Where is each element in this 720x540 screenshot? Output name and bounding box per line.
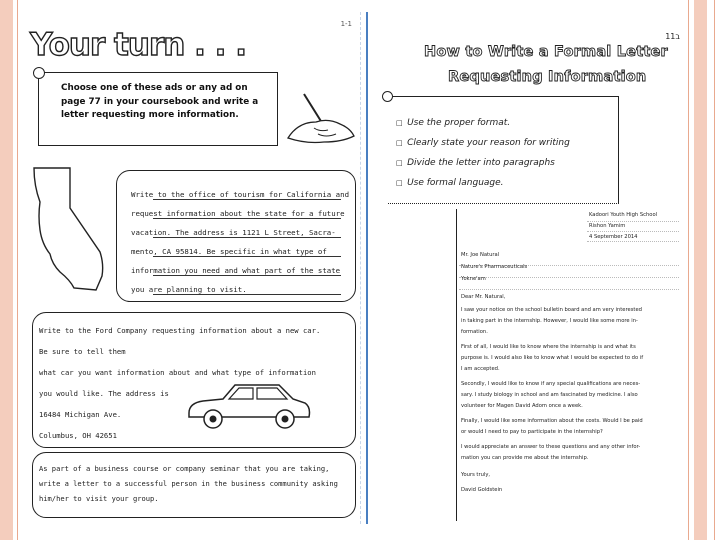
tips-list	[396, 113, 570, 193]
left-page-number: 1-1	[340, 20, 352, 28]
letter-closing: Yours truly,	[461, 472, 491, 478]
tip-item: □ Use formal language.	[396, 178, 504, 188]
ad-business-text: As part of a business course or company seminar that you are taking, write a letter to a successful person in the business community asking him/her to visit your group.	[39, 464, 338, 503]
letter-body-line: I would appreciate an answer to these questions and any other infor-	[461, 444, 641, 450]
letter-recipient-company: Nature's Pharmaceuticals	[461, 264, 528, 270]
letter-body-line: or would I need to pay to participate in the internship?	[461, 429, 603, 435]
letter-greeting: Dear Mr. Natural,	[461, 294, 506, 300]
ad-ford-text: Write to the Ford Company requesting information about a new car. Be sure to tell them what car you want information about and what type of information you would like. The address is 16484 Michigan Ave. Columbus, OH 42651	[39, 326, 321, 440]
hand-writing-icon	[284, 88, 356, 148]
howto-title-line1: How to Write a Formal Letter	[424, 44, 668, 60]
letter-body-line: I am accepted.	[461, 366, 500, 372]
howto-title-line2: Requesting Information	[448, 69, 647, 85]
letter-body-line: volunteer for Magen David Adom once a week.	[461, 403, 583, 409]
right-frame-line	[688, 0, 689, 540]
letter-recipient-name: Mr. Joe Natural	[461, 252, 500, 258]
ad-business-box	[32, 452, 356, 518]
left-worksheet-page	[22, 12, 361, 524]
letter-sender-school: Kadoori Youth High School	[589, 212, 658, 218]
letter-sender-city: Rishon Yamim	[589, 223, 626, 229]
letter-signature: David Goldstein	[461, 487, 503, 493]
letter-body-line: in taking part in the internship. However, I would like some more in-	[461, 318, 638, 324]
letter-body-line: purpose is. I would also like to know what I would be expected to do if	[461, 355, 644, 361]
letter-body-line: mation you can provide me about the internship.	[461, 455, 589, 461]
scroll-curl-icon	[33, 67, 45, 79]
letter-date: 4 September 2014	[589, 234, 638, 240]
letter-recipient-city: Yokne'am	[461, 276, 486, 282]
ad-california-text: Write to the office of tourism for California and request information about the state for a future vacation. The address is 1121 L Street, Sacra- mento, CA 95814. Be specific in what type of information you need and what part of the state you are planning to visit.	[131, 190, 350, 294]
sample-letter	[456, 209, 683, 521]
instruction-text: Choose one of these ads or any ad on page 77 in your coursebook and write a letter requesting more information.	[61, 83, 259, 120]
ad-ford-box	[32, 312, 356, 448]
left-frame-line	[17, 0, 18, 540]
letter-body-line: Secondly, I would like to know if any special qualifications are neces-	[461, 381, 641, 387]
tip-item: □ Divide the letter into paragraphs	[396, 158, 555, 168]
right-page-marker: 11ב	[665, 32, 680, 41]
letter-body-line: sary. I study biology in school and am fascinated by medicine. I also	[461, 392, 638, 398]
letter-body-line: I saw your notice on the school bulletin board and am very interested	[461, 307, 642, 313]
tip-item: □ Use the proper format.	[396, 118, 511, 128]
letter-body-line: Finally, I would like some information about the costs. Would I be paid	[461, 418, 643, 424]
california-map-icon	[30, 164, 112, 296]
letter-body-line: formation.	[461, 329, 488, 335]
scroll-curl-icon	[382, 91, 393, 102]
letter-body-line: First of all, I would like to know where the internship is and what its	[461, 344, 636, 350]
right-worksheet-page	[372, 12, 684, 524]
left-frame-strip	[0, 0, 13, 540]
right-frame-strip	[694, 0, 707, 540]
instruction-scroll	[38, 72, 278, 146]
page-divider	[366, 12, 368, 524]
worksheet-title: Your turn . . .	[30, 27, 247, 63]
ad-california-box	[116, 170, 356, 302]
tip-item: □ Clearly state your reason for writing	[396, 138, 570, 148]
car-icon	[183, 377, 315, 433]
tips-scroll	[388, 96, 619, 204]
right-frame-line-outer	[714, 0, 715, 540]
